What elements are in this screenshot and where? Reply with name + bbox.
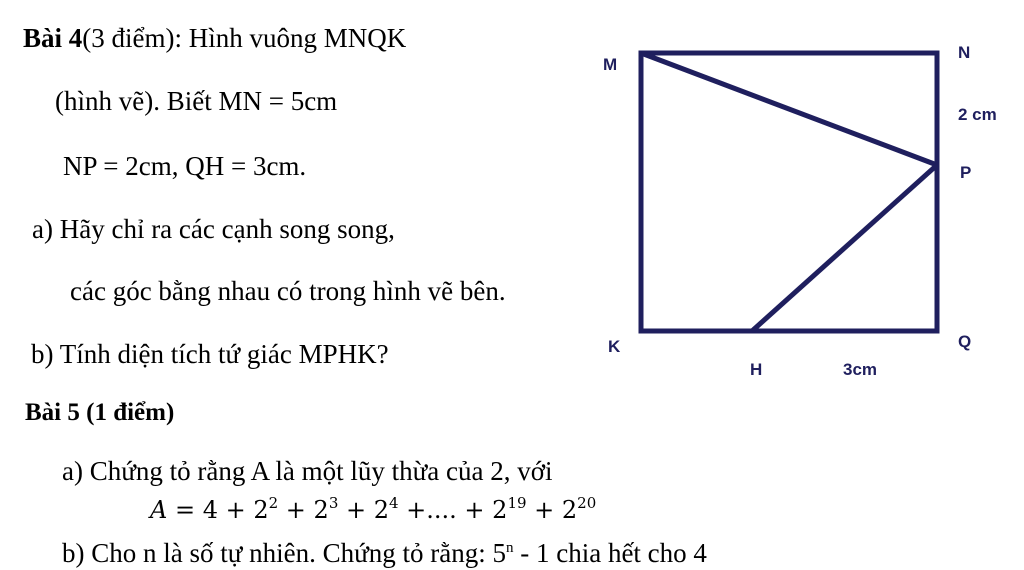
label-h: H: [750, 360, 763, 379]
label-m: M: [603, 55, 618, 74]
formula-exp-2: 3: [328, 494, 339, 512]
label-q: Q: [958, 332, 972, 351]
formula-term-1: = 4 + 2: [167, 496, 269, 524]
formula-term-4: +.... + 2: [398, 496, 508, 524]
bai5-question-b-tail: - 1 chia hết cho 4: [513, 538, 707, 568]
bai5-question-a: a) Chứng tỏ rằng A là một lũy thừa của 2, với: [62, 456, 553, 486]
label-qh-length: 3cm: [843, 360, 878, 379]
bai4-question-a-line1: a) Hãy chỉ ra các cạnh song song,: [32, 214, 395, 244]
bai4-question-b: b) Tính diện tích tứ giác MPHK?: [31, 339, 389, 369]
bai5-question-b-text: b) Cho n là số tự nhiên. Chứng tỏ rằng: 5: [62, 538, 506, 568]
segment-ph: [752, 165, 937, 331]
formula-exp-5: 20: [577, 494, 597, 512]
label-p: P: [960, 163, 972, 182]
label-n: N: [958, 43, 971, 62]
bai5-question-b-exponent: n: [505, 540, 514, 556]
label-k: K: [608, 337, 621, 356]
segment-mp: [641, 53, 937, 165]
formula-exp-4: 19: [507, 494, 527, 512]
bai4-title-label: Bài 4: [23, 23, 83, 53]
bai4-given-line2: NP = 2cm, QH = 3cm.: [63, 151, 307, 181]
formula-term-5: + 2: [526, 496, 578, 524]
bai4-question-a-line2: các góc bằng nhau có trong hình vẽ bên.: [70, 276, 506, 306]
bai5-title: Bài 5 (1 điểm): [25, 399, 175, 426]
formula-lhs: A: [150, 496, 168, 524]
bai4-title-rest: (3 điểm): Hình vuông MNQK: [82, 23, 407, 53]
formula-exp-3: 4: [389, 494, 399, 512]
square-mnqk: [641, 53, 937, 331]
bai4-given-line1: (hình vẽ). Biết MN = 5cm: [55, 86, 338, 116]
bai5-question-b: [62, 537, 707, 569]
bai5-formula: [150, 494, 596, 526]
formula-term-2: + 2: [278, 496, 329, 524]
label-np-length: 2 cm: [958, 105, 997, 124]
formula-term-3: + 2: [338, 496, 389, 524]
formula-exp-1: 2: [268, 494, 279, 512]
